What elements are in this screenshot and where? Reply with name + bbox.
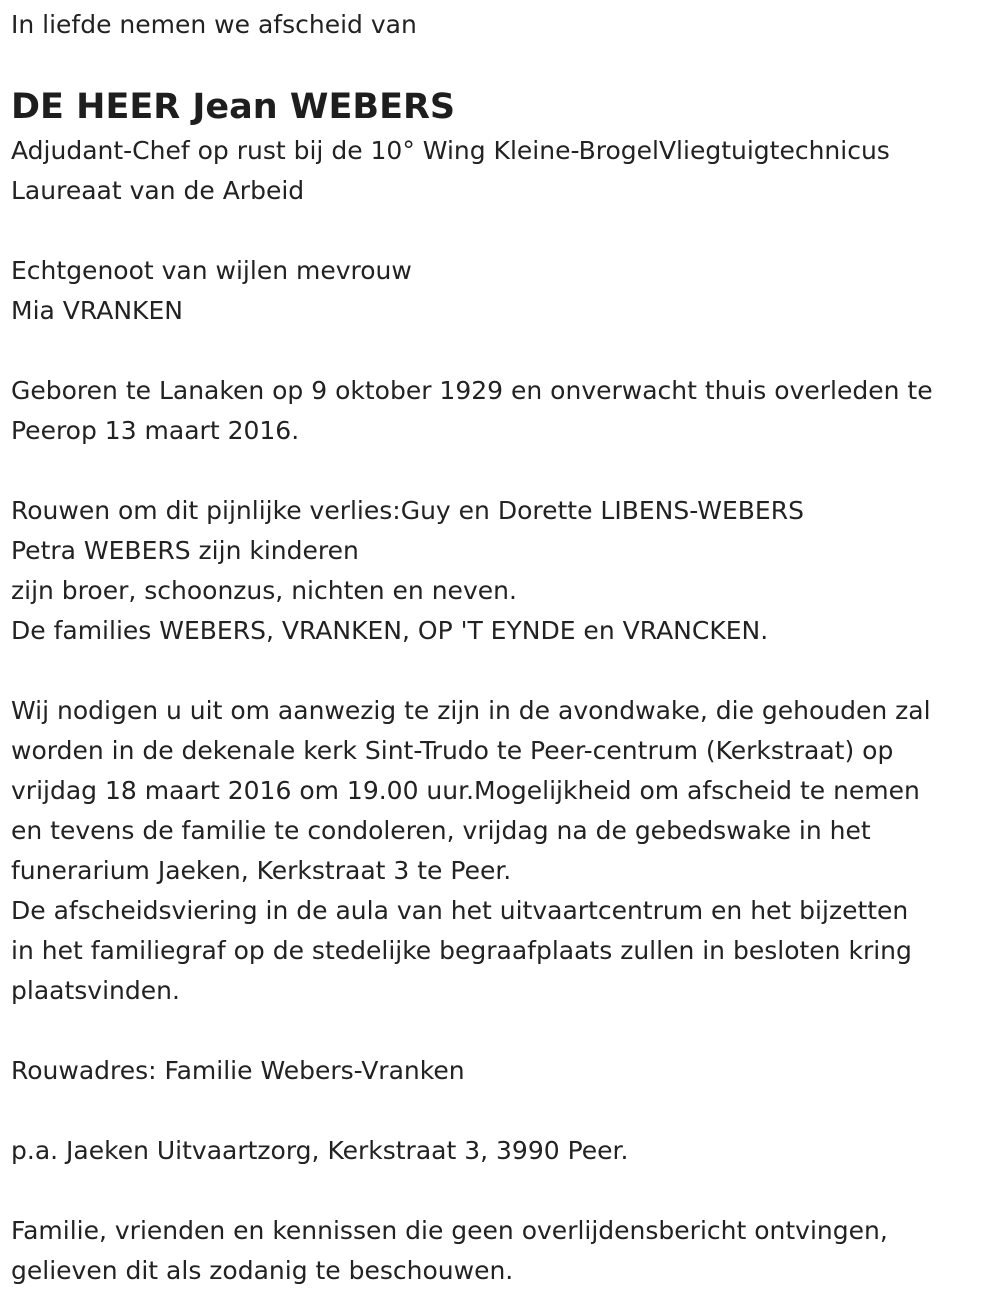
spacer xyxy=(11,451,996,491)
invitation-line: in het familiegraf op de stedelijke begraafplaats zullen in besloten kring xyxy=(11,936,912,965)
spacer xyxy=(11,331,996,371)
closing-block xyxy=(11,1211,996,1291)
mourners-line: Petra WEBERS zijn kinderen xyxy=(11,536,359,565)
invitation-block xyxy=(11,691,996,1011)
spacer xyxy=(11,1091,996,1131)
invitation-line: vrijdag 18 maart 2016 om 19.00 uur.Mogelijkheid om afscheid te nemen xyxy=(11,776,920,805)
invitation-line: worden in de dekenale kerk Sint-Trudo te Peer-centrum (Kerkstraat) op xyxy=(11,736,894,765)
spacer xyxy=(11,1011,996,1051)
mourners-line: Rouwen om dit pijnlijke verlies:Guy en Dorette LIBENS-WEBERS xyxy=(11,496,804,525)
invitation-line: funerarium Jaeken, Kerkstraat 3 te Peer. xyxy=(11,856,512,885)
spacer xyxy=(11,211,996,251)
invitation-line: Wij nodigen u uit om aanwezig te zijn in de avondwake, die gehouden zal xyxy=(11,696,931,725)
invitation-line: De afscheidsviering in de aula van het uitvaartcentrum en het bijzetten xyxy=(11,896,909,925)
deceased-name: DE HEER Jean WEBERS xyxy=(11,87,456,127)
invitation-line: plaatsvinden. xyxy=(11,976,180,1005)
closing-line: Familie, vrienden en kennissen die geen overlijdensbericht ontvingen, xyxy=(11,1216,888,1245)
birth-death-line: Peerop 13 maart 2016. xyxy=(11,416,300,445)
spacer xyxy=(11,1171,996,1211)
mourners-line: De families WEBERS, VRANKEN, OP 'T EYNDE en VRANCKEN. xyxy=(11,616,769,645)
birth-death-block xyxy=(11,371,996,451)
mourning-address: Rouwadres: Familie Webers-Vranken xyxy=(11,1056,465,1085)
titles-block xyxy=(11,131,996,211)
title-line: Laureaat van de Arbeid xyxy=(11,176,305,205)
mourners-block xyxy=(11,491,996,651)
obituary-notice xyxy=(11,0,996,1291)
title-line: Adjudant-Chef op rust bij de 10° Wing Kleine-BrogelVliegtuigtechnicus xyxy=(11,136,890,165)
care-of-address: p.a. Jaeken Uitvaartzorg, Kerkstraat 3, 3990 Peer. xyxy=(11,1136,629,1165)
spacer xyxy=(11,651,996,691)
spouse-line: Mia VRANKEN xyxy=(11,296,183,325)
intro-text: In liefde nemen we afscheid van xyxy=(11,10,417,39)
closing-line: gelieven dit als zodanig te beschouwen. xyxy=(11,1256,514,1285)
spouse-block xyxy=(11,251,996,331)
birth-death-line: Geboren te Lanaken op 9 oktober 1929 en onverwacht thuis overleden te xyxy=(11,376,933,405)
spouse-line: Echtgenoot van wijlen mevrouw xyxy=(11,256,412,285)
invitation-line: en tevens de familie te condoleren, vrijdag na de gebedswake in het xyxy=(11,816,871,845)
mourners-line: zijn broer, schoonzus, nichten en neven. xyxy=(11,576,517,605)
